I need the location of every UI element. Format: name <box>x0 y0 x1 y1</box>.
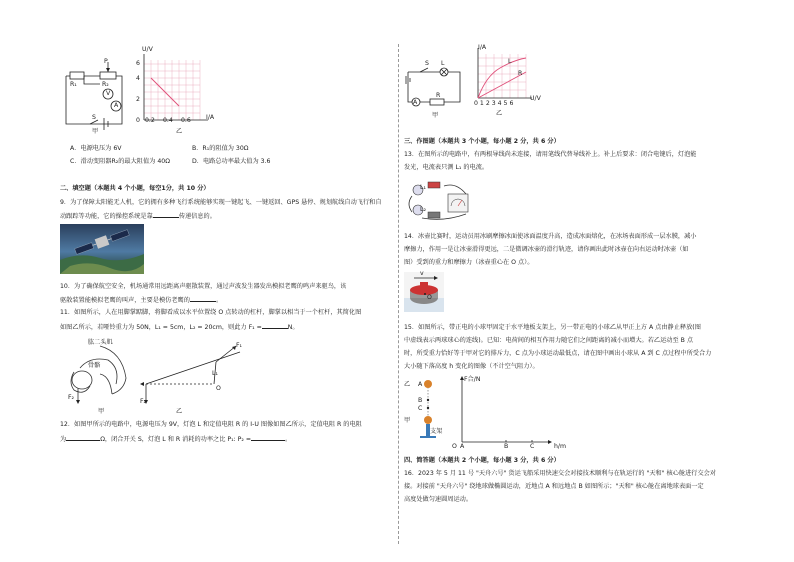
q11-label-o: O <box>216 385 221 392</box>
q14-line3: 图）受到的重力和摩擦力（冰壶重心在 O 点）。 <box>404 259 534 266</box>
q8-x-tick: 0.6 <box>181 117 191 124</box>
satellite-photo <box>60 224 144 274</box>
q15-label-yi: 乙 <box>404 381 411 388</box>
label-r2: R₂ <box>102 81 109 88</box>
q15-tick-b: B <box>504 443 509 450</box>
q15-tick-a: A <box>460 443 465 450</box>
q15-axis-x: h/m <box>554 443 567 450</box>
q13-label-l2: L₂ <box>420 206 426 213</box>
section-3-heading: 三、作图题（本题共 3 个小题，每小题 2 分，共 6 分） <box>404 138 560 145</box>
q15-label-stand: 支架 <box>430 428 443 435</box>
q12-blank-2[interactable] <box>251 434 285 441</box>
fig-yi-q8: 乙 <box>176 128 183 135</box>
q15-label-a: A <box>418 381 423 388</box>
q13-label-l1: L₁ <box>420 184 426 191</box>
r-label-r: R <box>436 92 441 99</box>
q11-label-l1: L₁ <box>212 370 218 377</box>
q12-graph-y-label: I/A <box>478 44 487 51</box>
fig-yi-q12: 乙 <box>496 110 503 117</box>
q12-graph-x-label: U/V <box>530 95 541 102</box>
q16-line3: 高度处做匀速圆周运动。 <box>404 496 473 503</box>
q8-option-a: A．电源电压为 6V <box>70 145 122 152</box>
q11-label-muscle: 肱二头肌 <box>88 339 113 346</box>
section-2-heading: 二、填空题（本题共 4 个小题，每空1分，共 10 分） <box>60 185 210 192</box>
curling-stone-photo <box>404 272 444 312</box>
q15-tick-c: C <box>530 443 535 450</box>
q11-line2: 如图乙所示，若哑铃重力为 50N，L₁ = 5cm，L₂ = 20cm，则此力 F₁ = N。 <box>60 324 299 331</box>
q12-line2: 为 Ω，闭合开关 S，灯泡 L 和 R 消耗的功率之比 P₁: P₂ = 。 <box>60 436 292 443</box>
r-label-s: S <box>425 60 429 67</box>
q15-line3: 时，所受重力恰好等于甲对它的排斥力，C 点为小球运动最低点，请在图中画出小球从 A 到 C 点过程中所受合力 <box>404 350 712 357</box>
q11-blank[interactable] <box>262 322 288 329</box>
q8-y-tick: 6 <box>136 60 140 67</box>
q8-circuit-diagram <box>60 54 135 132</box>
fig-jia-q8: 甲 <box>92 128 99 135</box>
q8-x-tick: 0.4 <box>163 117 173 124</box>
column-divider <box>398 44 399 544</box>
q9-line1: 9．为了保障太阳能无人机，它的拥有多种飞行系统能够实现一键起飞、一键返回、GPS 悬停、规划航线自动飞行和自 <box>60 199 382 206</box>
q9-blank[interactable] <box>153 211 179 218</box>
fig-yi-q11: 乙 <box>176 408 183 415</box>
q12-line-r: R <box>518 70 523 77</box>
q11-label-f2-arm: F₂ <box>68 394 75 401</box>
q11-lever-diagram <box>140 342 250 408</box>
label-s: S <box>92 114 96 121</box>
q14-label-v: v <box>420 270 424 277</box>
q15-line2: 中虚线表示两球球心的连线)。已知：电荷间的相互作用力随它们之间距离的减小而增大。若乙运动至 B 点 <box>404 337 694 344</box>
q11-line1: 11．如图所示，人在用脚掌踮脚，将脚看成以水平位置绕 O 点转动的杠杆，脚掌以相当于一个杠杆，其简化图 <box>60 309 362 316</box>
r-label-l: L <box>441 60 445 67</box>
q15-label-c: C <box>418 405 423 412</box>
q16-line2: 接。对接前 "天舟六号" 绕地球做椭圆运动，近地点 A 和远地点 B 如图所示；"天和" 核心舱在离地球表面一定 <box>404 483 704 490</box>
q12-line1: 12．如图甲所示的电路中，电源电压为 9V，灯泡 L 和定值电阻 R 的 I-U 图像如图乙所示，定值电阻 R 的电阻 <box>60 421 362 428</box>
q13-circuit-photo <box>404 178 476 224</box>
q8-graph-x-label: I/A <box>206 114 215 121</box>
q13-line2: 发光，电流表只测 L₁ 的电流。 <box>404 164 489 171</box>
fig-jia-q12: 甲 <box>432 112 439 119</box>
q9-line2: 动跟踪等功能，它的操控系统是靠 传递信息的。 <box>60 213 216 220</box>
fig-jia-q11: 甲 <box>98 408 105 415</box>
q15-line1: 15．如图所示，带正电的小球甲固定于水平地板支架上，另一带正电的小球乙从甲正上方 A 点由静止释放(图 <box>404 324 701 331</box>
q15-label-b: B <box>418 397 423 404</box>
q15-label-jia: 甲 <box>404 417 411 424</box>
q8-y-tick: 2 <box>136 96 140 103</box>
label-p: P <box>104 58 108 65</box>
q14-line1: 14．冰壶比赛时，运动员用冰刷摩擦冰面使冰面温度升高，造成冰面熔化，在冰场表面形成一层水膜，减小 <box>404 233 697 240</box>
q12-blank-1[interactable] <box>66 434 100 441</box>
q11-label-f2-lever: F₂ <box>140 398 147 405</box>
q15-axis-origin: O <box>452 443 457 450</box>
q8-x-tick: 0 <box>136 117 140 124</box>
q8-option-d: D．电路总功率最大值为 3.6 <box>192 158 271 165</box>
q8-option-c: C．滑动变阻器R₂的最大阻值为 40Ω <box>70 158 170 165</box>
q16-line1: 16．2023 年 5 月 11 号 "天舟六号" 货运飞船采用快速交会对接技术顺利与在轨运行的 "天和" 核心舱进行交会对 <box>404 470 717 477</box>
q14-label-o: O <box>427 294 432 301</box>
label-r1: R₁ <box>70 81 77 88</box>
q11-label-bone: 骨骼 <box>88 362 101 369</box>
q8-y-tick: 4 <box>136 75 140 82</box>
q8-graph-y-label: U/V <box>142 46 153 53</box>
q12-x-ticks: 0 1 2 3 4 5 6 <box>474 100 514 107</box>
r-label-a: A <box>413 99 418 106</box>
q15-force-height-axes <box>456 376 556 448</box>
q15-axis-y: F合/N <box>464 376 481 383</box>
q15-line4: 大小随下落高度 h 变化的图像（不计空气阻力）。 <box>404 363 539 370</box>
label-v: V <box>106 90 111 97</box>
q8-option-b: B．R₁的阻值为 30Ω <box>192 145 249 152</box>
q10-line2: 驱散装置能模拟老鹰的叫声，主要是模仿老鹰的 。 <box>60 297 223 304</box>
label-a: A <box>114 102 119 109</box>
section-4-heading: 四、简答题（本题共 2 个小题，每小题 3 分，共 6 分） <box>404 457 560 464</box>
q10-line1: 10．为了确保航空安全，机场通常用远距离声驱散装置，通过声波发生器发出模拟老鹰的鸣声来驱鸟，该 <box>60 283 347 290</box>
q10-blank[interactable] <box>190 295 216 302</box>
q11-label-f1: F₁ <box>236 342 243 349</box>
q12-line-l: L <box>508 58 512 65</box>
q13-line1: 13．在图所示的电路中，有两根导线尚未连接，请用笔线代替导线补上。补上后要求：闭合电键后，灯泡能 <box>404 151 697 158</box>
q14-line2: 摩擦力，作用一是让冰壶滑得更远，二是微调冰壶的滑行轨迹，请你画出此时冰壶在向右运动时冰壶（如 <box>404 246 689 253</box>
q8-x-tick: 0.2 <box>145 117 155 124</box>
